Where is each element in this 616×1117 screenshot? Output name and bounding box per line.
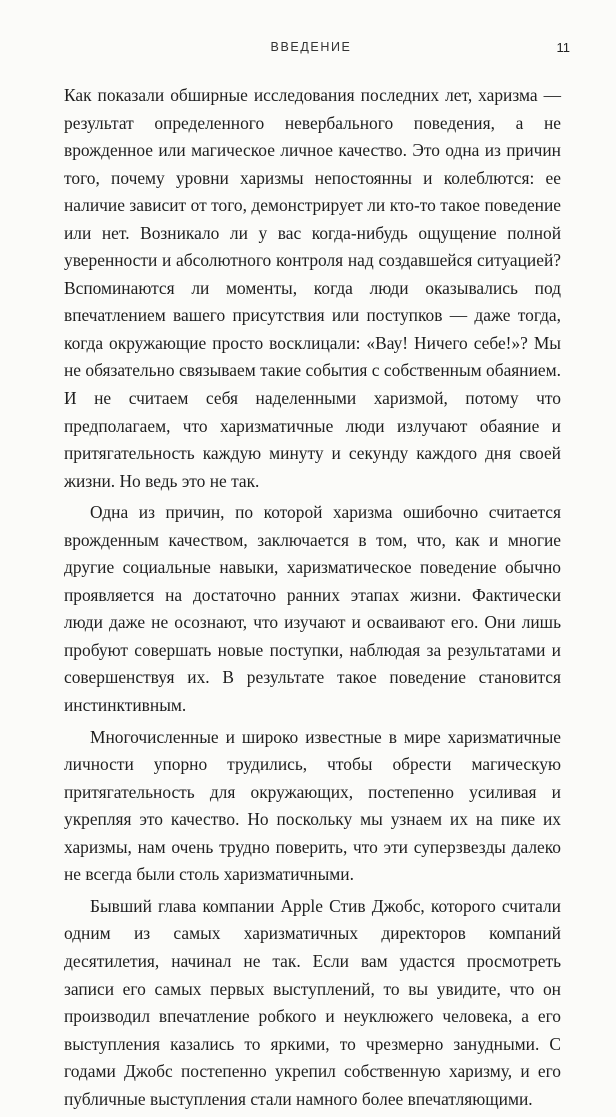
page-number: 11 <box>556 40 570 55</box>
section-title: ВВЕДЕНИЕ <box>270 40 352 54</box>
body-text <box>64 82 561 1117</box>
paragraph: Бывший глава компании Apple Стив Джобс, которого считали одним из самых харизматичных директоров компаний десятилетия, начинал не так. Если вам удастся просмотреть записи его самых первых выступлений, то вы увидите, что он производил впечатление робкого и неуклюжего человека, а его выступления казались то яркими, то чрезмерно занудными. С годами Джобс постепенно укрепил собственную харизму, и его публичные выступления стали намного более впечатляющими. <box>64 895 561 1109</box>
paragraph: Как показали обширные исследования последних лет, харизма — результат определенного невербального поведения, а не врожденное или магическое личное качество. Это одна из причин того, почему уровни харизмы непостоянны и колеблются: ее наличие зависит от того, демонстрирует ли кто-то такое поведение или нет. Возникало ли у вас когда-нибудь ощущение полной уверенности и абсолютного контроля над создавшейся ситуацией? Вспоминаются ли моменты, когда люди оказывались под впечатлением вашего присутствия или поступков — даже тогда, когда окружающие просто восклицали: «Вау! Ничего себе!»? Мы не обязательно связываем такие события с собственным обаянием. И не считаем себя наделенными харизмой, потому что предполагаем, что харизматичные люди излучают обаяние и притягательность каждую минуту и секунду каждого дня своей жизни. Но ведь это не так. <box>64 85 561 491</box>
running-header <box>62 40 570 60</box>
paragraph: Многочисленные и широко известные в мире харизматичные личности упорно трудились, чтобы обрести магическую притягательность для окружающих, постепенно усиливая и укрепляя это качество. Но поскольку мы узнаем их на пике их харизмы, нам очень трудно поверить, что эти суперзвезды далеко не всегда были столь харизматичными. <box>64 726 561 885</box>
paragraph: Одна из причин, по которой харизма ошибочно считается врожденным качеством, заключается в том, что, как и многие другие социальные навыки, харизматическое поведение обычно проявляется на достаточно ранних этапах жизни. Фактически люди даже не осознают, что изучают и осваивают его. Они лишь пробуют совершать новые поступки, наблюдая за результатами и совершенствуя их. В результате такое поведение становится инстинктивным. <box>64 502 561 716</box>
